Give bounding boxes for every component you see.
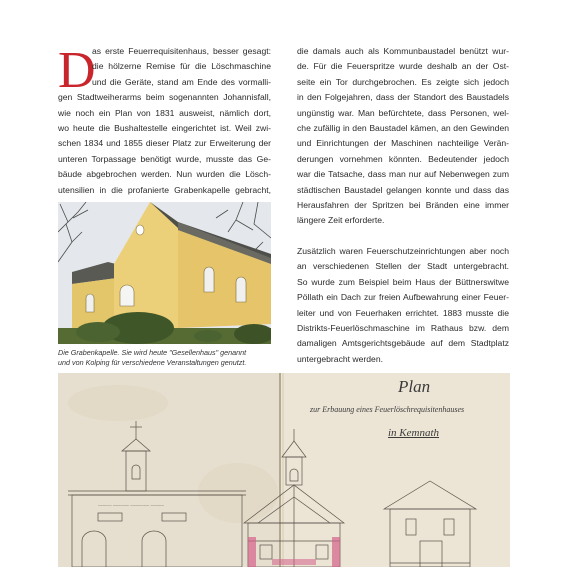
- text-line: ungünstig war. Man befürchtete, dass Personen, wel-: [297, 107, 509, 118]
- plan-title: Plan: [398, 377, 431, 396]
- photo-caption: [58, 348, 278, 368]
- text-line: Zusätzlich waren Feuerschutzeinrichtungen aber noch: [297, 246, 509, 257]
- right-column: [297, 44, 509, 367]
- paragraph-gap: [297, 229, 509, 244]
- text-line: und die Geräte, stand am Ende des vormalli-: [92, 76, 271, 87]
- text-line: derungen vornehmen könnten. Bedeutender jedoch: [297, 153, 509, 164]
- text-line: wie noch ein Plan von 1831 ausweist, nämlich dort,: [58, 107, 271, 118]
- text-line: die damals auch als Kommunbaustadel benützt wur-: [297, 46, 509, 56]
- text-line: an verschiedenen Stellen der Stadt untergebracht.: [297, 261, 509, 272]
- text-line: und Einrichtungen der Maschinen nachteilige Verän-: [297, 138, 509, 149]
- text-line: che zufällig in den Baustadel kämen, an den Gewinden: [297, 122, 509, 133]
- text-line: So wurde zum Beispiel beim Haus der Büttnerswitwe: [297, 276, 509, 287]
- drop-cap: D: [58, 42, 96, 99]
- historical-plan-drawing: [58, 373, 510, 567]
- text-line: wo heute die Bushaltestelle eingerichtet ist. Weil zwi-: [58, 122, 271, 133]
- text-line: Distrikts-Feuerlöschmaschine im Rathaus bzw. dem: [297, 323, 509, 334]
- text-line: Pöllath ein Dach zur freien Aufbewahrung einer Feuer-: [297, 292, 509, 303]
- plan-subtitle: zur Erbauung eines Feuerlöschrequisitenhauses: [310, 405, 465, 414]
- text-line: seite ein Tor durchgebrochen. Es zeigte sich jedoch: [297, 76, 509, 87]
- text-line: gen Stadtweiherarms beim sogenannten Johannisfall,: [58, 92, 271, 103]
- text-line: die hölzerne Remise für die Löschmaschine: [92, 61, 271, 72]
- svg-text:~~~~~ ~~~~~~ ~~~~~~~ ~~~~~: ~~~~~ ~~~~~~ ~~~~~~~ ~~~~~: [98, 504, 164, 509]
- text-line: längere Zeit erforderte.: [297, 215, 385, 226]
- plan-place: in Kemnath: [388, 427, 440, 439]
- text-line: in den Folgejahren, dass der Standort des Baustadels: [297, 92, 509, 103]
- caption-line: Die Grabenkapelle. Sie wird heute "Gesellenhaus" genannt: [58, 348, 247, 357]
- text-line: de. Für die Feuerspritze wurde deshalb an der Ost-: [297, 61, 509, 72]
- text-line: bäude abgebrochen werden. Nun wurden die Lösch-: [58, 169, 271, 180]
- text-line: leiter und von Feuerhaken errichtet. 1883 musste die: [297, 307, 509, 318]
- text-line: schen 1834 und 1855 dieser Platz zur Erweiterung der: [58, 138, 271, 149]
- left-column: [58, 44, 271, 198]
- caption-line: und von Kolping für verschiedene Veranstaltungen genutzt.: [58, 358, 247, 367]
- text-line: damaligen Amtsgerichtsgebäude auf dem Stadtplatz: [297, 338, 509, 349]
- text-line: utensilien in die profanierte Grabenkapelle gebracht,: [58, 184, 271, 195]
- grabenkapelle-photo: [58, 202, 271, 344]
- text-line: unteren Torpassage benötigt wurde, musste das Ge-: [58, 153, 271, 164]
- text-line: war die Tatsache, dass man nur auf Nebenwegen zum: [297, 169, 509, 180]
- text-line: städtischen Baustadel gelangen konnte und dass das: [297, 184, 509, 195]
- text-line: untergebracht werden.: [297, 353, 383, 364]
- text-line: as erste Feuerrequisitenhaus, besser gesagt:: [92, 46, 271, 56]
- text-line: Herausfahren der Spritzen bei Bränden eine immer: [297, 199, 509, 210]
